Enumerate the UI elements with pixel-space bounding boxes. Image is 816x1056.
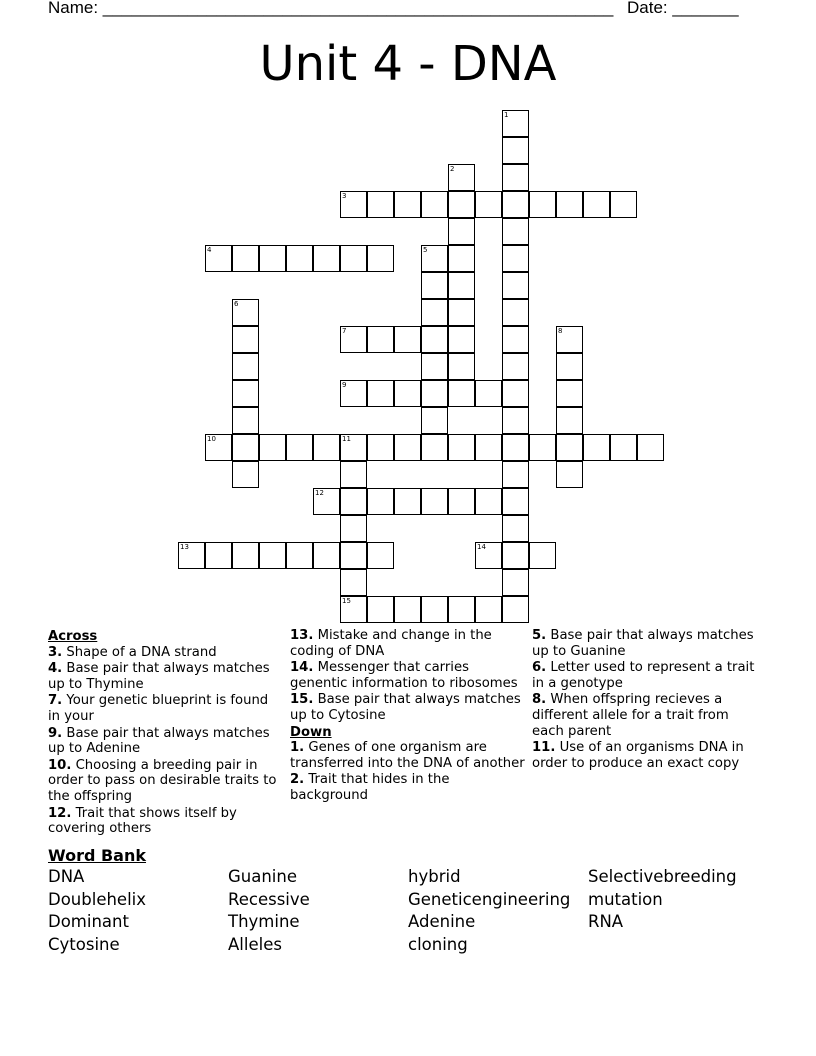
crossword-cell[interactable] — [502, 515, 529, 542]
clue-text: Shape of a DNA strand — [66, 644, 217, 660]
cell-number: 6 — [234, 300, 239, 308]
crossword-cell[interactable] — [367, 191, 394, 218]
crossword-cell[interactable] — [313, 245, 340, 272]
crossword-cell[interactable] — [475, 596, 502, 623]
crossword-cell[interactable] — [178, 542, 205, 569]
clue-across-13 — [290, 628, 526, 659]
cell-number: 5 — [423, 246, 428, 254]
clue-across-7 — [48, 693, 280, 724]
crossword-cell[interactable] — [259, 434, 286, 461]
clues-column-3 — [532, 628, 762, 772]
crossword-cell[interactable] — [394, 380, 421, 407]
clues-column-1 — [48, 629, 280, 838]
crossword-cell[interactable] — [502, 461, 529, 488]
crossword-cell[interactable] — [529, 542, 556, 569]
crossword-cell[interactable] — [448, 272, 475, 299]
crossword-cell[interactable] — [367, 380, 394, 407]
crossword-cell[interactable] — [232, 434, 259, 461]
crossword-cell[interactable] — [232, 461, 259, 488]
crossword-cell[interactable] — [556, 461, 583, 488]
clue-number: 14. — [290, 660, 314, 676]
crossword-cell[interactable] — [232, 326, 259, 353]
clue-number: 9. — [48, 725, 63, 741]
crossword-cell[interactable] — [502, 434, 529, 461]
clue-number: 8. — [532, 692, 547, 708]
word-bank-word: Recessive — [228, 890, 310, 909]
date-line[interactable]: Date: _______ — [627, 0, 739, 17]
crossword-cell[interactable] — [529, 434, 556, 461]
name-line[interactable]: Name: ______________________________________________________ — [48, 0, 614, 17]
clue-text: Choosing a breeding pair in order to pass on desirable traits to the offspring — [48, 757, 277, 804]
crossword-cell[interactable] — [610, 191, 637, 218]
crossword-cell[interactable] — [421, 407, 448, 434]
crossword-cell[interactable] — [421, 434, 448, 461]
crossword-cell[interactable] — [232, 353, 259, 380]
clue-number: 15. — [290, 692, 314, 708]
crossword-cell[interactable] — [421, 488, 448, 515]
crossword-cell[interactable] — [421, 596, 448, 623]
word-bank-word: Cytosine — [48, 935, 120, 954]
crossword-cell[interactable] — [421, 272, 448, 299]
crossword-cell[interactable] — [502, 407, 529, 434]
word-bank-word: Guanine — [228, 867, 298, 886]
clue-number: 3. — [48, 644, 63, 660]
crossword-cell[interactable] — [502, 137, 529, 164]
crossword-cell[interactable] — [448, 164, 475, 191]
crossword-cell[interactable] — [475, 191, 502, 218]
crossword-cell[interactable] — [502, 218, 529, 245]
cell-number: 13 — [180, 543, 189, 551]
crossword-cell[interactable] — [475, 434, 502, 461]
crossword-cell[interactable] — [529, 191, 556, 218]
crossword-cell[interactable] — [340, 596, 367, 623]
cell-number: 12 — [315, 489, 324, 497]
crossword-cell[interactable] — [421, 191, 448, 218]
crossword-cell[interactable] — [448, 245, 475, 272]
clue-text: Base pair that always matches up to Cytosine — [290, 692, 521, 723]
clue-number: 5. — [532, 628, 547, 643]
cell-number: 8 — [558, 327, 563, 335]
clue-number: 2. — [290, 772, 305, 788]
crossword-cell[interactable] — [259, 542, 286, 569]
word-bank-word: Selectivebreeding — [588, 867, 737, 886]
word-bank-word: hybrid — [408, 867, 461, 886]
crossword-cell[interactable] — [259, 245, 286, 272]
crossword-cell[interactable] — [421, 353, 448, 380]
clue-number: 7. — [48, 693, 63, 709]
crossword-cell[interactable] — [313, 488, 340, 515]
clue-text: Mistake and change in the coding of DNA — [290, 628, 492, 659]
crossword-cell[interactable] — [340, 542, 367, 569]
clue-text: Genes of one organism are transferred into the DNA of another — [290, 740, 525, 771]
word-bank-word: Alleles — [228, 935, 282, 954]
crossword-cell[interactable] — [421, 299, 448, 326]
crossword-cell[interactable] — [610, 434, 637, 461]
word-bank-title: Word Bank — [48, 846, 147, 865]
clue-text: Messenger that carries genentic information to ribosomes — [290, 660, 518, 691]
crossword-cell[interactable] — [556, 380, 583, 407]
crossword-cell[interactable] — [637, 434, 664, 461]
clue-down-2 — [290, 772, 526, 803]
crossword-cell[interactable] — [502, 110, 529, 137]
crossword-cell[interactable] — [286, 542, 313, 569]
clues-column-2 — [290, 628, 526, 805]
crossword-cell[interactable] — [502, 353, 529, 380]
crossword-cell[interactable] — [232, 542, 259, 569]
crossword-cell[interactable] — [340, 326, 367, 353]
crossword-cell[interactable] — [556, 434, 583, 461]
cell-number: 9 — [342, 381, 347, 389]
cell-number: 2 — [450, 165, 455, 173]
clue-across-10 — [48, 758, 280, 805]
crossword-cell[interactable] — [421, 326, 448, 353]
crossword-cell[interactable] — [448, 434, 475, 461]
crossword-cell[interactable] — [367, 596, 394, 623]
crossword-cell[interactable] — [502, 299, 529, 326]
crossword-cell[interactable] — [394, 488, 421, 515]
clue-text: Base pair that always matches up to Thymine — [48, 661, 270, 692]
crossword-cell[interactable] — [367, 434, 394, 461]
crossword-cell[interactable] — [421, 245, 448, 272]
crossword-cell[interactable] — [502, 164, 529, 191]
crossword-cell[interactable] — [556, 326, 583, 353]
word-bank-word: Geneticengineering — [408, 890, 571, 909]
crossword-cell[interactable] — [340, 380, 367, 407]
crossword-cell[interactable] — [205, 245, 232, 272]
crossword-cell[interactable] — [502, 191, 529, 218]
down-heading: Down — [290, 724, 332, 740]
crossword-cell[interactable] — [502, 380, 529, 407]
crossword-cell[interactable] — [286, 245, 313, 272]
crossword-cell[interactable] — [502, 596, 529, 623]
crossword-cell[interactable] — [394, 326, 421, 353]
clue-down-1 — [290, 740, 526, 771]
clue-number: 12. — [48, 805, 72, 821]
crossword-cell[interactable] — [475, 380, 502, 407]
clue-number: 6. — [532, 660, 547, 676]
word-bank-word: RNA — [588, 912, 624, 931]
crossword-cell[interactable] — [367, 542, 394, 569]
crossword-cell[interactable] — [502, 245, 529, 272]
clue-text: Your genetic blueprint is found in your — [48, 693, 269, 724]
crossword-cell[interactable] — [367, 488, 394, 515]
word-bank — [48, 867, 768, 963]
crossword-cell[interactable] — [448, 596, 475, 623]
crossword-cell[interactable] — [448, 353, 475, 380]
clue-across-14 — [290, 660, 526, 691]
crossword-cell[interactable] — [502, 326, 529, 353]
crossword-cell[interactable] — [232, 299, 259, 326]
crossword-cell[interactable] — [286, 434, 313, 461]
clue-across-9 — [48, 726, 280, 757]
crossword-cell[interactable] — [205, 434, 232, 461]
crossword-cell[interactable] — [448, 191, 475, 218]
clue-text: Trait that shows itself by covering others — [48, 805, 237, 837]
crossword-cell[interactable] — [556, 407, 583, 434]
crossword-cell[interactable] — [340, 461, 367, 488]
crossword-cell[interactable] — [583, 434, 610, 461]
crossword-cell[interactable] — [421, 380, 448, 407]
crossword-cell[interactable] — [340, 569, 367, 596]
clue-text: Use of an organisms DNA in order to produce an exact copy — [532, 740, 744, 771]
cell-number: 3 — [342, 192, 347, 200]
crossword-cell[interactable] — [502, 488, 529, 515]
clue-down-6 — [532, 660, 762, 691]
crossword-cell[interactable] — [340, 488, 367, 515]
clue-number: 13. — [290, 628, 314, 643]
crossword-cell[interactable] — [340, 515, 367, 542]
crossword-cell[interactable] — [232, 380, 259, 407]
crossword-cell[interactable] — [475, 542, 502, 569]
crossword-cell[interactable] — [583, 191, 610, 218]
header — [48, 0, 748, 20]
crossword-cell[interactable] — [367, 245, 394, 272]
crossword-cell[interactable] — [502, 569, 529, 596]
crossword-cell[interactable] — [394, 191, 421, 218]
across-heading: Across — [48, 629, 98, 644]
clue-text: Trait that hides in the background — [290, 772, 450, 803]
crossword-cell[interactable] — [340, 434, 367, 461]
page-title: Unit 4 - DNA — [259, 36, 557, 92]
clue-across-12 — [48, 806, 280, 837]
clue-across-4 — [48, 661, 280, 692]
clue-text: Base pair that always matches up to Guanine — [532, 628, 754, 659]
crossword-cell[interactable] — [232, 245, 259, 272]
crossword-cell[interactable] — [502, 272, 529, 299]
crossword-cell[interactable] — [394, 434, 421, 461]
crossword-cell[interactable] — [340, 245, 367, 272]
crossword-cell[interactable] — [340, 191, 367, 218]
clue-text: Base pair that always matches up to Adenine — [48, 725, 270, 757]
crossword-cell[interactable] — [556, 191, 583, 218]
clue-number: 4. — [48, 661, 63, 677]
crossword-cell[interactable] — [367, 326, 394, 353]
crossword-cell[interactable] — [205, 542, 232, 569]
clue-down-5 — [532, 628, 762, 659]
clue-down-8 — [532, 692, 762, 739]
clue-down-11 — [532, 740, 762, 771]
clue-across-15 — [290, 692, 526, 723]
crossword-cell[interactable] — [502, 542, 529, 569]
cell-number: 7 — [342, 327, 347, 335]
crossword-cell[interactable] — [448, 326, 475, 353]
cell-number: 4 — [207, 246, 212, 254]
crossword-cell[interactable] — [448, 218, 475, 245]
cell-number: 14 — [477, 543, 486, 551]
word-bank-word: cloning — [408, 935, 468, 954]
crossword-cell[interactable] — [448, 299, 475, 326]
clue-number: 11. — [532, 740, 556, 756]
cell-number: 15 — [342, 597, 351, 605]
word-bank-word: Doublehelix — [48, 890, 147, 909]
crossword-cell[interactable] — [556, 353, 583, 380]
clue-across-3 — [48, 645, 280, 661]
word-bank-word: mutation — [588, 890, 663, 909]
crossword-cell[interactable] — [313, 434, 340, 461]
word-bank-word: Adenine — [408, 912, 476, 931]
crossword-cell[interactable] — [232, 407, 259, 434]
cell-number: 11 — [342, 435, 351, 443]
clue-number: 1. — [290, 740, 305, 756]
clue-text: Letter used to represent a trait in a genotype — [532, 660, 755, 691]
word-bank-word: Thymine — [228, 912, 300, 931]
clue-text: When offspring recieves a different allele for a trait from each parent — [532, 692, 729, 739]
crossword-cell[interactable] — [448, 488, 475, 515]
word-bank-word: DNA — [48, 867, 85, 886]
crossword-cell[interactable] — [313, 542, 340, 569]
cell-number: 10 — [207, 435, 216, 443]
crossword-cell[interactable] — [394, 596, 421, 623]
crossword-cell[interactable] — [448, 380, 475, 407]
clue-number: 10. — [48, 757, 72, 773]
word-bank-word: Dominant — [48, 912, 129, 931]
cell-number: 1 — [504, 111, 509, 119]
crossword-cell[interactable] — [475, 488, 502, 515]
